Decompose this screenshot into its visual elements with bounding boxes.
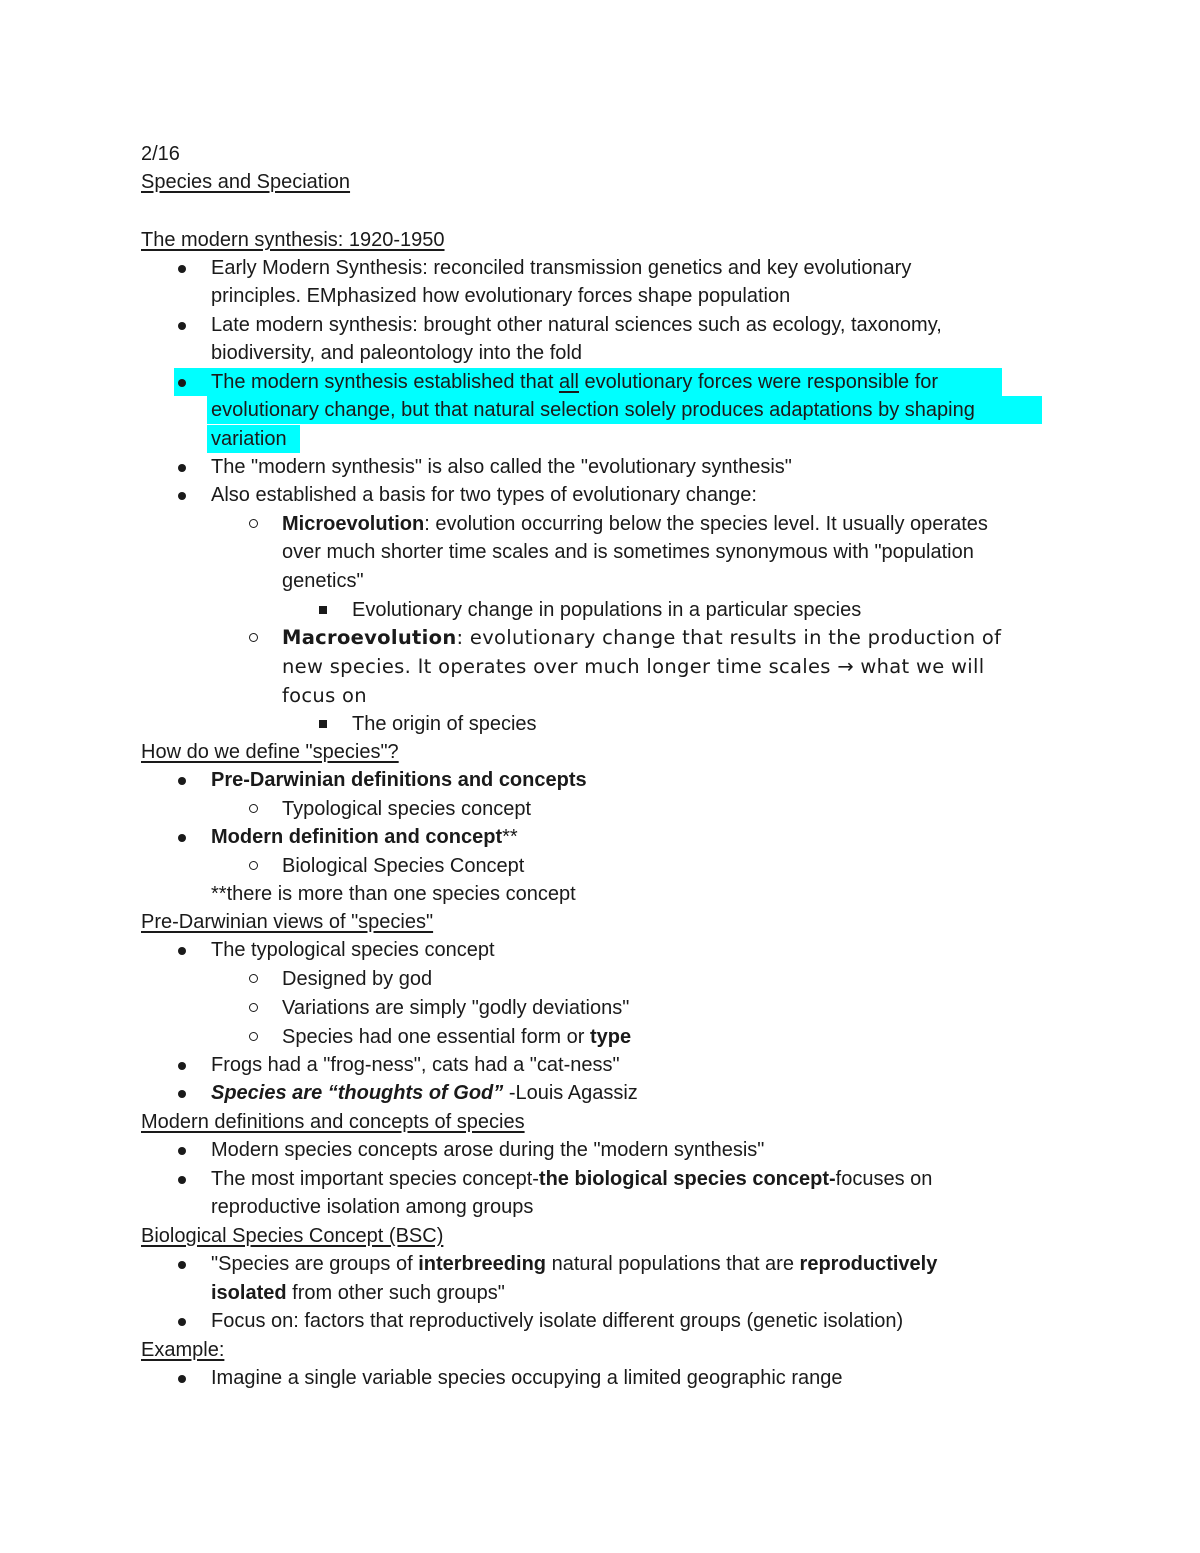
- sub-bullet-icon: [249, 519, 258, 528]
- footnote-text: **there is more than one species concept: [211, 883, 576, 905]
- sub-bullet-text: Designed by god: [282, 968, 433, 990]
- bullet-icon: [178, 322, 186, 330]
- bullet-text: Early Modern Synthesis: reconciled transmission genetics and key evolutionary: [211, 257, 912, 279]
- bullet-icon: [178, 1062, 186, 1070]
- bullet-text: The "modern synthesis" is also called the "evolutionary synthesis": [211, 456, 792, 478]
- sub-bullet-icon: [249, 974, 258, 983]
- term-macroevolution: Macroevolution: [282, 626, 457, 649]
- bsc-definition-cont: isolated from other such groups": [211, 1282, 505, 1304]
- sub-bullet-text: Species had one essential form or type: [282, 1026, 632, 1048]
- sub-bullet-text: Biological Species Concept: [282, 855, 525, 877]
- bullet-text: Focus on: factors that reproductively isolate different groups (genetic isolation): [211, 1310, 904, 1332]
- bullet-text: Frogs had a "frog-ness", cats had a "cat-ness": [211, 1054, 620, 1076]
- bullet-text: Modern species concepts arose during the "modern synthesis": [211, 1139, 765, 1161]
- microevolution-definition: Microevolution: evolution occurring below the species level. It usually operates: [282, 513, 988, 535]
- bullet-icon: [178, 265, 186, 273]
- section-heading-modern-synthesis: The modern synthesis: 1920-1950: [141, 229, 445, 251]
- emphasis-all: all: [558, 371, 579, 393]
- bsc-definition: "Species are groups of interbreeding natural populations that are reproductively: [211, 1253, 938, 1275]
- highlighted-bullet-text: The modern synthesis established that all evolutionary forces were responsible for: [211, 371, 939, 393]
- macroevolution-definition-cont: focus on: [282, 684, 367, 707]
- bullet-text-cont: reproductive isolation among groups: [211, 1196, 534, 1218]
- sub-bullet-icon: [249, 861, 258, 870]
- sub-sub-bullet-text: The origin of species: [352, 713, 537, 735]
- bullet-text: Imagine a single variable species occupying a limited geographic range: [211, 1367, 843, 1389]
- microevolution-definition-cont: genetics": [282, 570, 364, 592]
- sub-bullet-icon: [249, 1032, 258, 1041]
- sub-bullet-icon: [249, 804, 258, 813]
- section-heading-bsc: Biological Species Concept (BSC): [141, 1225, 444, 1247]
- sub-bullet-icon: [249, 1003, 258, 1012]
- bullet-text: Pre-Darwinian definitions and concepts: [211, 769, 587, 791]
- term-microevolution: Microevolution: [282, 513, 425, 535]
- bullet-icon: [178, 1176, 186, 1184]
- bullet-text: Modern definition and concept**: [211, 826, 518, 848]
- bullet-icon: [178, 379, 186, 387]
- bullet-text-cont: biodiversity, and paleontology into the fold: [211, 342, 582, 364]
- bullet-icon: [178, 947, 186, 955]
- bullet-icon: [178, 1147, 186, 1155]
- page-title: Species and Speciation: [141, 171, 351, 193]
- bullet-icon: [178, 1261, 186, 1269]
- bullet-text-cont: principles. EMphasized how evolutionary forces shape population: [211, 285, 791, 307]
- quote-bullet-text: Species are “thoughts of God” -Louis Agassiz: [211, 1082, 638, 1104]
- bullet-text: Also established a basis for two types of evolutionary change:: [211, 484, 757, 506]
- section-heading-define-species: How do we define "species"?: [141, 741, 399, 763]
- bullet-text: The most important species concept-the biological species concept-focuses on: [211, 1168, 933, 1190]
- highlighted-bullet-text-cont: variation: [211, 428, 287, 450]
- microevolution-definition-cont: over much shorter time scales and is sometimes synonymous with "population: [282, 541, 974, 563]
- bullet-icon: [178, 1090, 186, 1098]
- sub-bullet-text: Variations are simply "godly deviations": [282, 997, 630, 1019]
- bullet-icon: [178, 464, 186, 472]
- bullet-text: Late modern synthesis: brought other natural sciences such as ecology, taxonomy,: [211, 314, 942, 336]
- section-heading-modern-definitions: Modern definitions and concepts of species: [141, 1111, 525, 1133]
- bullet-icon: [178, 492, 186, 500]
- macroevolution-definition: Macroevolution: evolutionary change that results in the production of: [282, 626, 1002, 649]
- sub-bullet-text: Typological species concept: [282, 798, 532, 820]
- bullet-icon: [178, 1318, 186, 1326]
- sub-sub-bullet-text: Evolutionary change in populations in a particular species: [352, 599, 862, 621]
- bullet-icon: [178, 834, 186, 842]
- section-heading-example: Example:: [141, 1339, 225, 1361]
- date-label: 2/16: [141, 143, 180, 165]
- bullet-icon: [178, 777, 186, 785]
- section-heading-pre-darwinian: Pre-Darwinian views of "species": [141, 911, 434, 933]
- bullet-text: The typological species concept: [211, 939, 495, 961]
- bullet-icon: [178, 1375, 186, 1383]
- sub-bullet-icon: [249, 633, 258, 642]
- macroevolution-definition-cont: new species. It operates over much longer time scales → what we will: [282, 655, 985, 678]
- highlighted-bullet-text-cont: evolutionary change, but that natural selection solely produces adaptations by shaping: [211, 399, 975, 421]
- square-bullet-icon: [319, 720, 327, 728]
- square-bullet-icon: [319, 606, 327, 614]
